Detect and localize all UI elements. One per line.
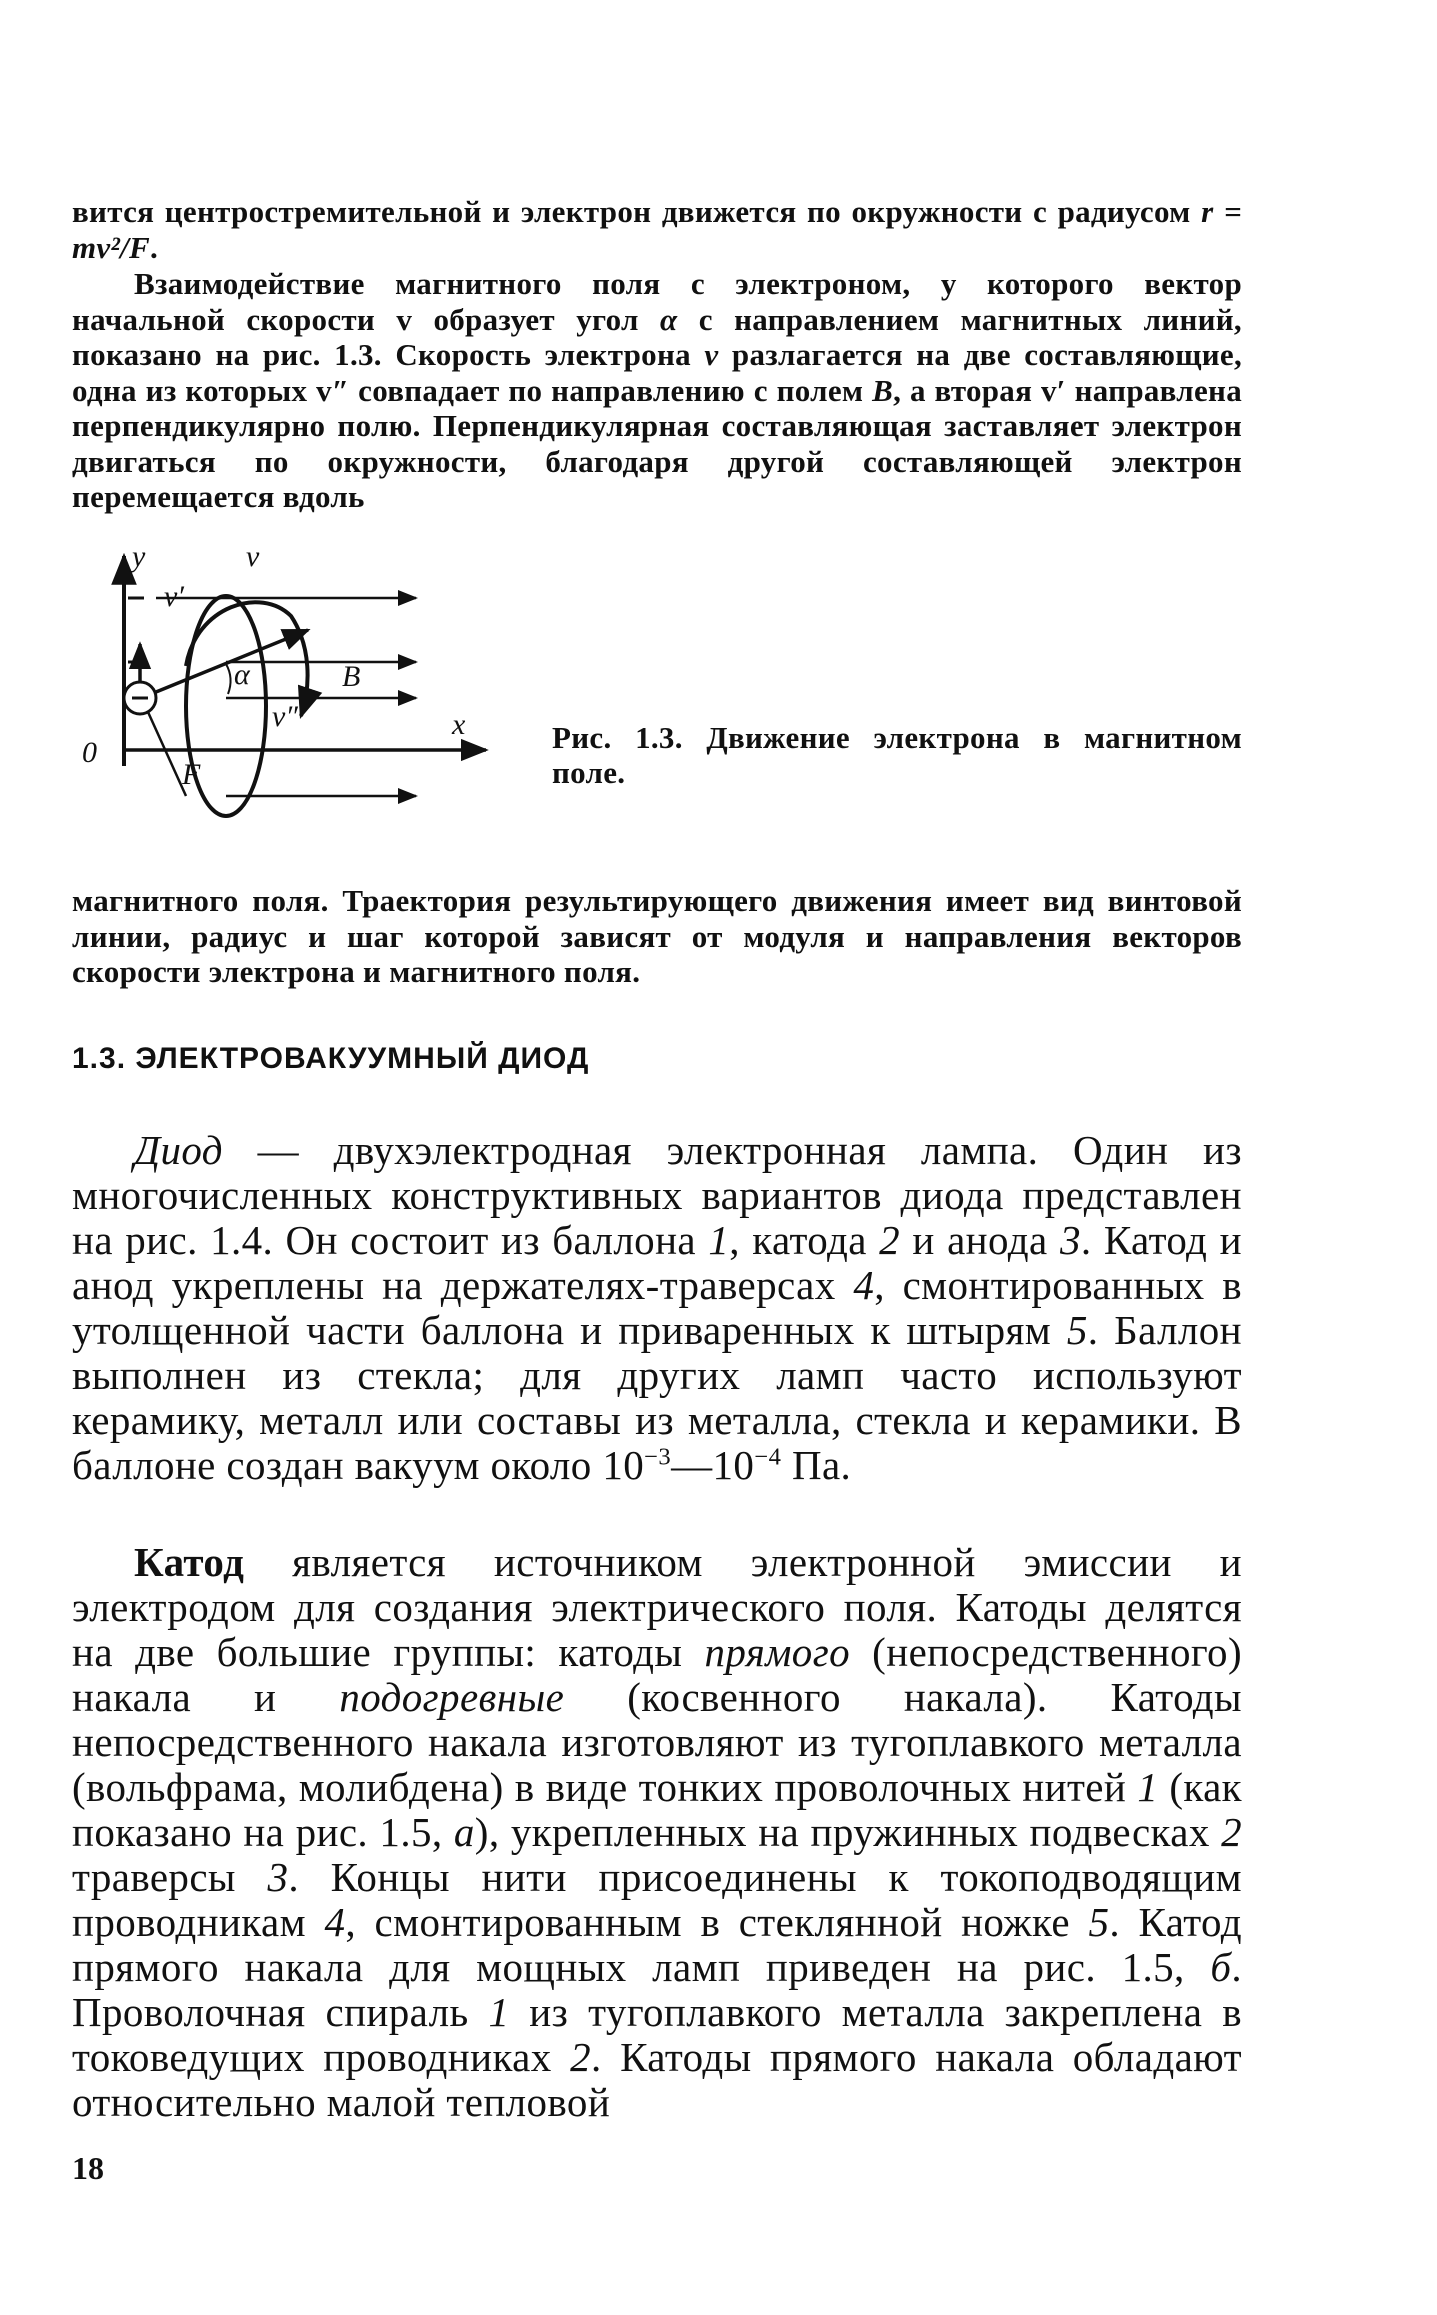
label-v-prime: v′ <box>164 580 184 613</box>
p2-field-b: B <box>872 372 894 408</box>
label-origin: 0 <box>82 736 97 769</box>
p5-ref-a: а <box>453 1809 475 1855</box>
radius-formula: r = mv²/F <box>72 194 1242 265</box>
label-f: F <box>182 758 201 791</box>
p4-ref-3: 3 <box>1059 1217 1081 1263</box>
paragraph-helix: магнитного поля. Траектория результирующего движения имеет вид винтовой линии, радиус и шаг которой зависят от модуля и направления векторов скорости электрона и магнитного поля. <box>72 883 1242 989</box>
p2-text-5: совпадает по направлению с полем <box>349 372 873 408</box>
p2-text-3: с направлением магнитных линий, показано на рис. 1.3. Скорость электрона <box>72 301 1242 372</box>
p1-line1: вится центростремительной и электрон движется по окружности с <box>72 194 1048 229</box>
p5-ref-5: 5 <box>1088 1899 1110 1945</box>
p4-text-8: Па. <box>781 1442 852 1488</box>
p5-text-5: ), укрепленных на пружинных подвесках <box>474 1809 1222 1855</box>
p4-ref-4: 4 <box>853 1262 875 1308</box>
p4-text-7: —10 <box>671 1442 755 1488</box>
p2-alpha: α <box>660 301 678 337</box>
p1-line2-prefix: радиусом <box>1057 194 1202 229</box>
p5-ref-6: 1 <box>488 1989 510 2035</box>
p4-text-2: , катода <box>729 1217 880 1263</box>
p5-text-6: траверсы <box>72 1854 268 1900</box>
p5-italic-heated: подогревные <box>339 1674 565 1720</box>
p5-text-4: (как показано на рис. 1.5, <box>72 1764 1243 1855</box>
figure-caption: Рис. 1.3. Движение электрона в магнитном поле. <box>552 720 1242 790</box>
term-diode: Диод <box>134 1127 223 1173</box>
p5-text-2: (непосредственного) накала и <box>72 1629 1243 1720</box>
p2-text-6: , а вторая <box>893 372 1041 408</box>
label-y: y <box>132 540 146 573</box>
p4-ref-5: 5 <box>1066 1307 1088 1353</box>
section-heading: 1.3. ЭЛЕКТРОВАКУУМНЫЙ ДИОД <box>72 1042 590 1075</box>
p4-text-6: . Баллон выполнен из стекла; для других ламп часто используют керамику, металл или составы из металла, стекла и керамики. В баллоне создан вакуум около 10 <box>72 1307 1242 1488</box>
p2-text-4: разлагается на две составляющие, одна из которых <box>72 337 1242 408</box>
p5-ref-2: 2 <box>1221 1809 1242 1855</box>
p5-text-11: из тугоплавкого металла закреплена в токоведущих проводниках <box>72 1989 1242 2080</box>
page-number: 18 <box>72 2150 104 2186</box>
p2-v-prime: v′ <box>1040 372 1066 408</box>
p5-text-1: является источником электронной эмиссии и электродом для создания электрического поля. Катоды делятся на две большие группы: катоды <box>72 1539 1242 1675</box>
p4-text-5: , смонтированных в утолщенной части баллона и приваренных к штырям <box>72 1262 1242 1353</box>
paragraph-magnetic-interaction <box>72 266 1242 515</box>
p5-text-7: . Концы нити присоединены к токоподводящим проводникам <box>72 1854 1242 1945</box>
paragraph-top-continuation <box>72 194 1242 265</box>
p4-text-3: и анода <box>900 1217 1060 1263</box>
label-v: v <box>246 540 260 573</box>
figure-electron-motion-diagram <box>76 536 536 836</box>
p2-v-double-prime: v″ <box>316 372 350 408</box>
force-line <box>148 712 186 796</box>
p5-text-10: . Проволочная спираль <box>72 1944 1242 2035</box>
p5-text-3: (косвенного накала). Катоды непосредственного накала изготовляют из тугоплавкого металла (вольфрама, молибдена) в виде тонких проволочных нитей <box>72 1674 1242 1810</box>
p2-text-2: образует угол <box>412 301 660 337</box>
paragraph-cathode <box>72 1540 1242 2125</box>
term-cathode: Катод <box>134 1539 245 1585</box>
p5-ref-b: б <box>1210 1944 1232 1990</box>
p4-text-4: . Катод и анод укреплены на держателях-траверсах <box>72 1217 1242 1308</box>
alpha-arc <box>226 664 231 694</box>
p5-text-9: . Катод прямого накала для мощных ламп приведен на рис. 1.5, <box>72 1899 1242 1990</box>
label-v-double-prime: v″ <box>272 700 298 733</box>
p5-ref-4: 4 <box>324 1899 346 1945</box>
p4-exponent-1: −3 <box>644 1443 672 1471</box>
p5-ref-1: 1 <box>1137 1764 1159 1810</box>
paragraph-diode <box>72 1128 1242 1488</box>
p4-ref-1: 1 <box>708 1217 730 1263</box>
p5-text-8: , смонтированным в стеклянной ножке <box>345 1899 1089 1945</box>
p4-exponent-2: −4 <box>754 1443 782 1471</box>
p1-line2-suffix: . <box>149 229 159 265</box>
p4-ref-2: 2 <box>879 1217 901 1263</box>
p2-vector-v: v <box>396 301 413 337</box>
p4-text-1: — двухэлектродная электронная лампа. Один из многочисленных конструктивных вариантов диода представлен на рис. 1.4. Он состоит из баллона <box>72 1127 1242 1263</box>
p2-text-7: направлена перпендикулярно полю. Перпендикулярная составляющая заставляет электрон двигаться по окружности, благодаря другой составляющей электрон перемещается вдоль <box>72 372 1243 514</box>
label-x: x <box>452 708 466 741</box>
p5-text-12: . Катоды прямого накала обладают относительно малой тепловой <box>72 2034 1242 2125</box>
label-b: B <box>342 660 361 693</box>
p5-ref-3: 3 <box>267 1854 289 1900</box>
p5-italic-direct: прямого <box>704 1629 850 1675</box>
p2-text-1: Взаимодействие магнитного поля с электроном, у которого вектор начальной скорости <box>72 266 1242 337</box>
label-alpha: α <box>234 658 250 691</box>
p2-speed-v: v <box>704 337 719 372</box>
p5-ref-7: 2 <box>570 2034 592 2080</box>
